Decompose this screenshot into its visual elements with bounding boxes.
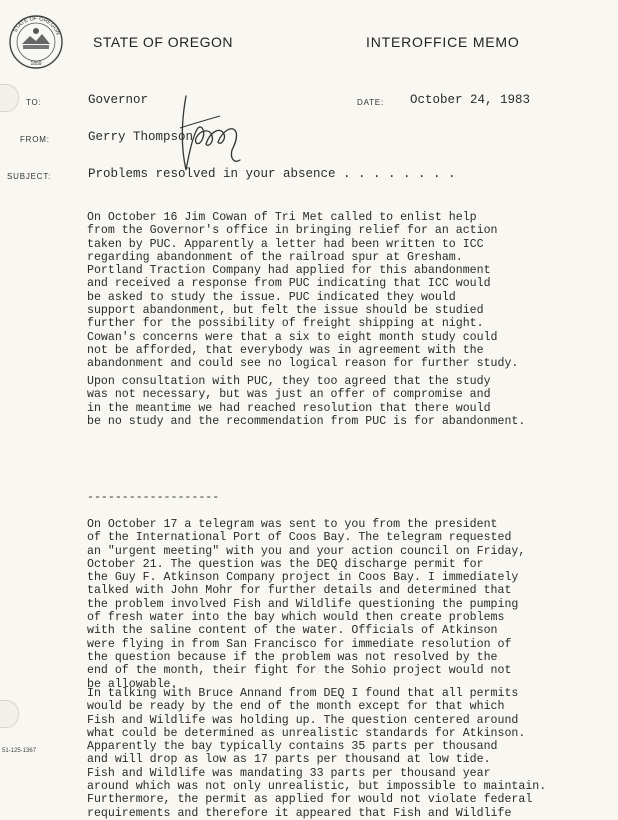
- subject-label: SUBJECT:: [7, 172, 52, 181]
- from-label: FROM:: [20, 135, 50, 144]
- signature-icon: [172, 88, 252, 178]
- date-value: October 24, 1983: [410, 93, 531, 107]
- seal-text: STATE OF OREGON: [12, 15, 61, 36]
- body-paragraph-4: In talking with Bruce Annand from DEQ I found that all permits would be ready by the end of the month except for that which Fish and Wildlife was holding up. The question centered around what could be determined as unrealistic standards for Atkinson. Apparently the bay typically contains 35 parts per thousand and will drop as low as 17 parts per thousand at low tide. Fish and Wildlife was mandating 33 parts per thousand year around which was not only unrealistic, but impossible to maintain. Furthermore, the permit as applied for would not violate federal requirements and therefore it appeared that Fish and Wildlife: [87, 687, 547, 820]
- from-value: Gerry Thompson: [88, 130, 194, 144]
- date-label: DATE:: [357, 98, 384, 107]
- body-paragraph-3: On October 17 a telegram was sent to you from the president of the International Port of Coos Bay. The telegram requested an "urgent meeting" with you and your action council on Friday, October 21. The question was the DEQ discharge permit for the Guy F. Atkinson Company project in Coos Bay. I immediately talked with John Mohr for further details and determined that the problem involved Fish and Wildlife questioning the pumping of fresh water into the bay which would then create problems with the saline content of the water. Officials of Atkinson were flying in from San Francisco for immediate resolution of the question because if the problem was not resolved by the end of the month, their fight for the Sohio project would not be allowable.: [87, 518, 526, 691]
- punch-hole: [0, 700, 19, 728]
- to-label: TO:: [26, 98, 42, 107]
- seal-year: 1859: [30, 61, 42, 67]
- subject-value: Problems resolved in your absence . . . . . . . .: [88, 167, 456, 181]
- section-separator: -------------------: [87, 491, 220, 504]
- state-seal-icon: [8, 14, 64, 70]
- punch-hole: [0, 84, 19, 112]
- body-paragraph-1: On October 16 Jim Cowan of Tri Met called to enlist help from the Governor's office in bringing relief for an action taken by PUC. Apparently a letter had been written to ICC regarding abandonment of the railroad spur at Gresham. Portland Traction Company had applied for this abandonment and received a response from PUC indicating that ICC would be asked to study the issue. PUC indicated they would support abandonment, but felt the issue should be studied further for the possibility of freight shipping at night. Cowan's concerns were that a six to eight month study could not be afforded, that everybody was in agreement with the abandonment and could see no logical reason for further study.: [87, 211, 519, 371]
- state-heading: STATE OF OREGON: [93, 34, 233, 50]
- memo-type-heading: INTEROFFICE MEMO: [366, 34, 520, 50]
- body-paragraph-2: Upon consultation with PUC, they too agreed that the study was not necessary, but was just an offer of compromise and in the meantime we had reached resolution that there would be no study and the recommendation from PUC is for abandonment.: [87, 375, 526, 428]
- form-number: 51-125-1367: [2, 748, 37, 754]
- to-value: Governor: [88, 93, 149, 107]
